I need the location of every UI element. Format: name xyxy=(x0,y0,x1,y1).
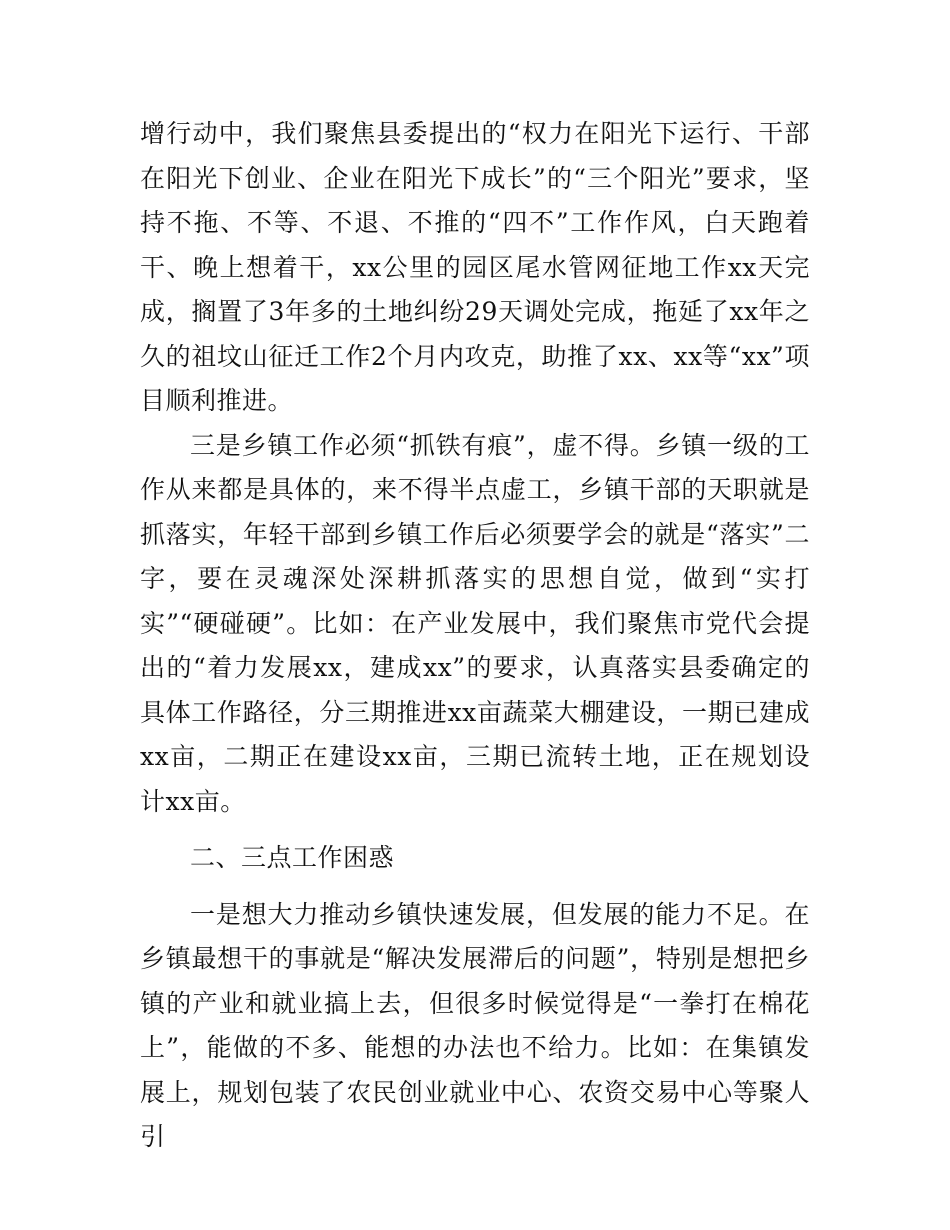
paragraph-point-three: 三是乡镇工作必须“抓铁有痕”，虚不得。乡镇一级的工作从来都是具体的，来不得半点虚工，乡镇干部的天职就是抓落实，年轻干部到乡镇工作后必须要学会的就是“落实”二字，要在灵魂深处深耕抓落实的思想自觉，做到“实打实”“硬碰硬”。比如：在产业发展中，我们聚焦市党代会提出的“着力发展xx，建成xx”的要求，认真落实县委确定的具体工作路径，分三期推进xx亩蔬菜大棚建设，一期已建成xx亩，二期正在建设xx亩，三期已流转土地，正在规划设计xx亩。 xyxy=(140,430,810,816)
paragraph-continuation: 增行动中，我们聚焦县委提出的“权力在阳光下运行、干部在阳光下创业、企业在阳光下成长”的“三个阳光”要求，坚持不拖、不等、不退、不推的“四不”工作作风，白天跑着干、晚上想着干，xx公里的园区尾水管网征地工作xx天完成，搁置了3年多的土地纠纷29天调处完成，拖延了xx年之久的祖坟山征迁工作2个月内攻克，助推了xx、xx等“xx”项目顺利推进。 xyxy=(140,119,810,415)
section-heading: 二、三点工作困惑 xyxy=(190,843,395,872)
paragraph-point-one: 一是想大力推动乡镇快速发展，但发展的能力不足。在乡镇最想干的事就是“解决发展滞后的问题”，特别是想把乡镇的产业和就业搞上去，但很多时候觉得是“一拳打在棉花上”，能做的不多、能想的办法也不给力。比如：在集镇发展上，规划包装了农民创业就业中心、农资交易中心等聚人引 xyxy=(140,899,810,1151)
